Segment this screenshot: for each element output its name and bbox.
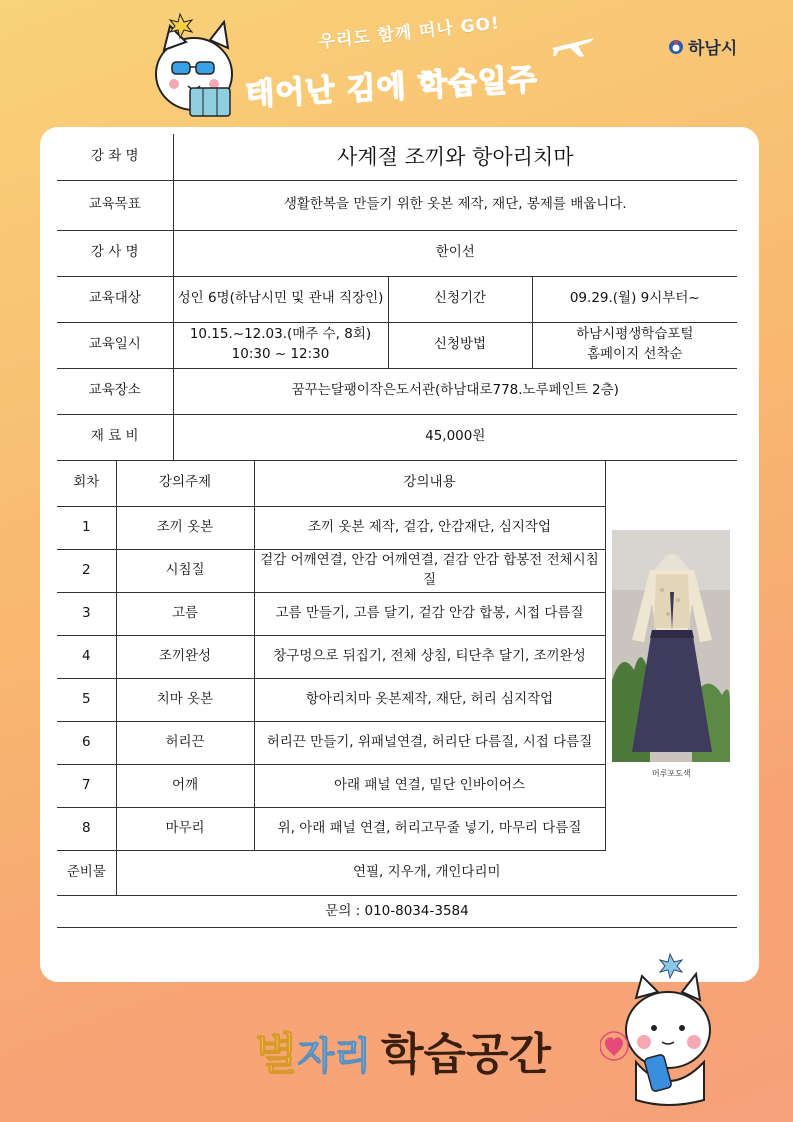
row-target: [57, 276, 737, 322]
header-title: [244, 54, 539, 113]
course-info-table: [57, 134, 737, 461]
goal-value: 생활한복을 만들기 위한 옷본 제작, 재단, 봉제를 배웁니다.: [173, 180, 737, 230]
schedule-label: 교육일시: [57, 322, 173, 368]
apply-period-label: 신청기간: [388, 276, 532, 322]
slogan: 우리도 함께 떠나 GO!: [317, 13, 501, 53]
apply-method-line1: 하남시평생학습포털: [576, 326, 694, 343]
row-topic: 고름: [116, 592, 254, 635]
footer-title-part1: 별: [255, 1029, 298, 1080]
schedule-value: [173, 322, 388, 368]
instructor-label: 강 사 명: [57, 230, 173, 276]
fee-label: 재 료 비: [57, 414, 173, 460]
contact-info: 문의 : 010-8034-3584: [57, 895, 737, 928]
city-logo-icon: [668, 39, 684, 55]
materials-value: 연필, 지우개, 개인다리미: [116, 850, 737, 895]
row-topic: 시침질: [116, 549, 254, 592]
row-no: 5: [57, 678, 116, 721]
materials-label: 준비물: [57, 850, 116, 895]
footer-title-part3: 학습공간: [380, 1029, 551, 1080]
row-topic: 조끼 옷본: [116, 506, 254, 549]
row-topic: 조끼완성: [116, 635, 254, 678]
header-topic: 강의주제: [116, 460, 254, 506]
row-no: 1: [57, 506, 116, 549]
target-value: 성인 6명(하남시민 및 관내 직장인): [173, 276, 388, 322]
row-no: 6: [57, 721, 116, 764]
place-value: 꿈꾸는달팽이작은도서관(하남대로778.노루페인트 2층): [173, 368, 737, 414]
row-schedule: [57, 322, 737, 368]
header-no: 회차: [57, 460, 116, 506]
fee-value: 45,000원: [173, 414, 737, 460]
row-topic: 마무리: [116, 807, 254, 850]
schedule-time: 10:30 ~ 12:30: [231, 346, 330, 362]
row-content: 허리끈 만들기, 위패널연결, 허리단 다름질, 시접 다름질: [254, 721, 605, 764]
row-content: 위, 아래 패널 연결, 허리고무줄 넣기, 마무리 다름질: [254, 807, 605, 850]
header-content: 강의내용: [254, 460, 605, 506]
course-title: 사계절 조끼와 항아리치마: [173, 134, 737, 180]
row-topic: 치마 옷본: [116, 678, 254, 721]
apply-method-line2: 홈페이지 선착순: [586, 346, 683, 362]
row-place: [57, 368, 737, 414]
header-title-part1: 태어난: [244, 72, 348, 113]
row-content: 창구멍으로 뒤집기, 전체 상침, 티단추 달기, 조끼완성: [254, 635, 605, 678]
course-label: 강 좌 명: [57, 134, 173, 180]
airplane-icon: [550, 30, 596, 60]
photo-caption: 머루포도색: [651, 769, 691, 779]
row-instructor: [57, 230, 737, 276]
row-no: 2: [57, 549, 116, 592]
photo-cell: [605, 460, 737, 850]
materials-row: [57, 850, 737, 895]
schedule-header-row: [57, 460, 737, 506]
header-title-part3: 학습일주: [417, 62, 539, 104]
row-no: 4: [57, 635, 116, 678]
row-content: 겉감 어깨연결, 안감 어깨연결, 겉감 안감 합봉전 전체시침질: [254, 549, 605, 592]
row-no: 7: [57, 764, 116, 807]
row-goal: [57, 180, 737, 230]
row-content: 항아리치마 옷본제작, 재단, 허리 심지작업: [254, 678, 605, 721]
hanbok-photo: [612, 530, 730, 762]
city-name: 하남시: [688, 39, 738, 58]
city-logo: [668, 34, 737, 59]
schedule-dates: 10.15.~12.03.(매주 수, 8회): [189, 326, 372, 343]
mascot-explorer-icon: [150, 12, 242, 122]
schedule-table: [57, 460, 737, 896]
place-label: 교육장소: [57, 368, 173, 414]
footer-title-part2: 자리: [297, 1034, 371, 1078]
header-title-part2: 김에: [345, 68, 419, 108]
row-no: 3: [57, 592, 116, 635]
row-content: 고름 만들기, 고름 달기, 겉감 안감 합봉, 시접 다름질: [254, 592, 605, 635]
instructor-value: 한이선: [173, 230, 737, 276]
row-topic: 허리끈: [116, 721, 254, 764]
apply-method-value: [532, 322, 737, 368]
row-topic: 어깨: [116, 764, 254, 807]
row-course: [57, 134, 737, 180]
apply-period-value: 09.29.(월) 9시부터~: [532, 276, 737, 322]
footer-title: [255, 1018, 551, 1082]
goal-label: 교육목표: [57, 180, 173, 230]
header: [0, 0, 793, 125]
mascot-phone-icon: [600, 950, 720, 1110]
target-label: 교육대상: [57, 276, 173, 322]
apply-method-label: 신청방법: [388, 322, 532, 368]
row-content: 조끼 옷본 제작, 겉감, 안감재단, 심지작업: [254, 506, 605, 549]
row-content: 아래 패널 연결, 밑단 인바이어스: [254, 764, 605, 807]
row-no: 8: [57, 807, 116, 850]
row-fee: [57, 414, 737, 460]
